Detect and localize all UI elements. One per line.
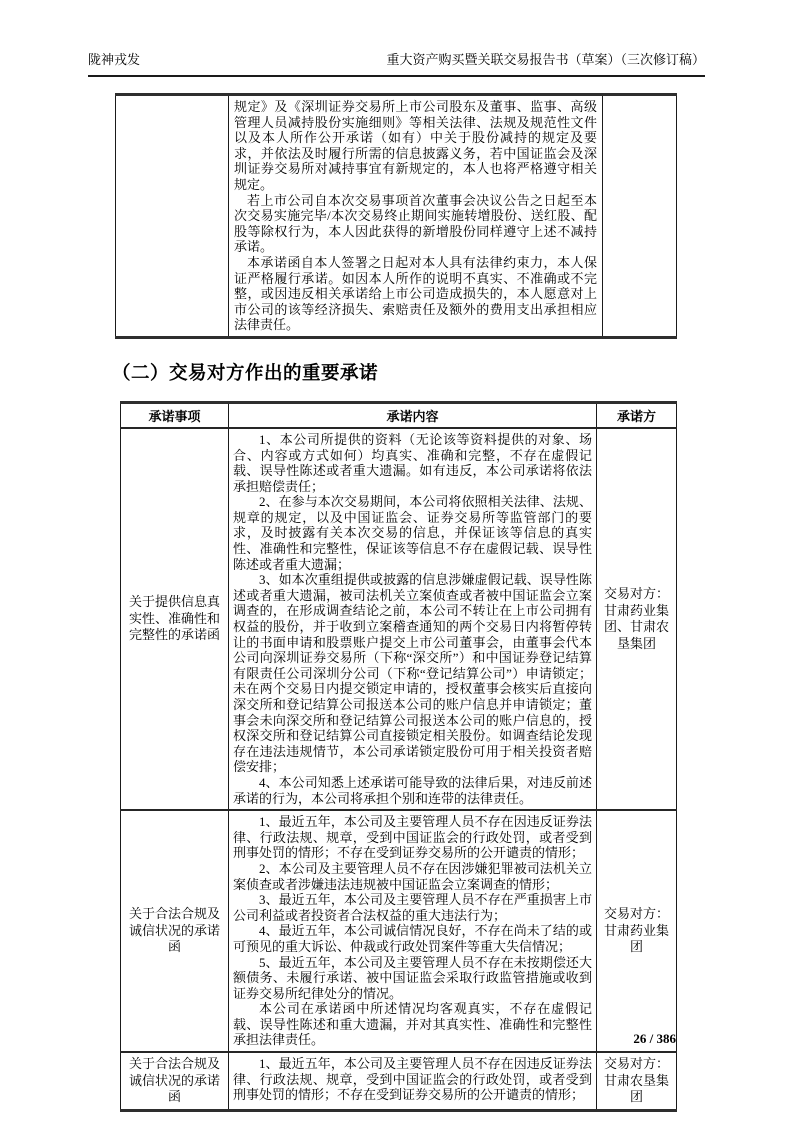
paragraph: 本公司在承诺函中所述情况均客观真实，不存在虚假记载、误导性陈述和重大遗漏，并对其真实性、准确性和完整性承担法律责任。 <box>233 1001 592 1048</box>
paragraph: 2、在参与本次交易期间，本公司将依照相关法律、法规、规章的规定，以及中国证监会、证券交易所等监管部门的要求，及时披露有关本次交易的信息，并保证该等信息的真实性、准确性和完整性，保证该等信息不存在虚假记载、误导性陈述或者重大遗漏； <box>233 494 592 572</box>
continuation-table <box>115 93 677 339</box>
paragraph: 1、本公司所提供的资料（无论该等资料提供的对象、场合、内容或方式如何）均真实、准确和完整，不存在虚假记载、误导性陈述或者重大遗漏。如有违反，本公司承诺将依法承担赔偿责任； <box>233 431 592 494</box>
paragraph: 2、本公司及主要管理人员不存在因涉嫌犯罪被司法机关立案侦查或者涉嫌违法违规被中国证监会立案调查的情形； <box>233 860 592 892</box>
table-row <box>121 1052 677 1110</box>
paragraph: 5、最近五年，本公司及主要管理人员不存在未按期偿还大额债务、未履行承诺、被中国证监会采取行政监管措施或收到证券交易所纪律处分的情况。 <box>233 954 592 1001</box>
commitment-content-cell <box>229 810 597 1052</box>
continuation-party-cell <box>603 95 677 338</box>
continuation-item-cell <box>116 95 229 338</box>
commitment-table <box>120 401 677 1112</box>
commitment-content-cell <box>229 428 597 810</box>
paragraph: 4、本公司知悉上述承诺可能导致的法律后果，对违反前述承诺的行为，本公司将承担个别和连带的法律责任。 <box>233 774 592 806</box>
column-header-party: 承诺方 <box>597 402 677 428</box>
paragraph: 规定》及《深圳证券交易所上市公司股东及董事、监事、高级管理人员减持股份实施细则》等相关法律、法规及规范性文件以及本人所作公开承诺（如有）中关于股份减持的规定及要求，并依法及时履行所需的信息披露义务，若中国证监会及深圳证券交易所对减持事宜有新规定的，本人也将严格遵守相关规定。 <box>234 99 597 192</box>
commitment-party-cell: 交易对方：甘肃药业集团、甘肃农垦集团 <box>597 428 677 810</box>
paragraph: 本承诺函自本人签署之日起对本人具有法律约束力，本人保证严格履行承诺。如因本人所作的说明不真实、不准确或不完整，或因违反相关承诺给上市公司造成损失的，本人愿意对上市公司的该等经济损失、索赔责任及额外的费用支出承担相应法律责任。 <box>234 254 597 333</box>
running-header <box>88 52 705 77</box>
paragraph: 1、最近五年，本公司及主要管理人员不存在因违反证券法律、行政法规、规章，受到中国证监会的行政处罚，或者受到刑事处罚的情形；不存在受到证券交易所的公开谴责的情形； <box>233 814 592 861</box>
table-header-row <box>121 402 677 428</box>
header-report-title: 重大资产购买暨关联交易报告书（草案）（三次修订稿） <box>386 52 705 67</box>
continuation-row <box>116 95 677 338</box>
column-header-content: 承诺内容 <box>229 402 597 428</box>
commitment-content-cell <box>229 1052 597 1110</box>
paragraph: 3、如本次重组提供或披露的信息涉嫌虚假记载、误导性陈述或者重大遗漏，被司法机关立案侦查或者被中国证监会立案调查的，在形成调查结论之前，本公司不转让在上市公司拥有权益的股份，并于收到立案稽查通知的两个交易日内将暂停转让的书面申请和股票账户提交上市公司董事会，由董事会代本公司向深圳证券交易所（下称“深交所”）和中国证券登记结算有限责任公司深圳分公司（下称“登记结算公司”）申请锁定；未在两个交易日内提交锁定申请的，授权董事会核实后直接向深交所和登记结算公司报送本公司的账户信息并申请锁定；董事会未向深交所和登记结算公司报送本公司的账户信息的，授权深交所和登记结算公司直接锁定相关股份。如调查结论发现存在违法违规情节，本公司承诺锁定股份可用于相关投资者赔偿安排； <box>233 572 592 775</box>
commitment-item-cell: 关于合法合规及诚信状况的承诺函 <box>121 810 229 1052</box>
commitment-item-cell: 关于提供信息真实性、准确性和完整性的承诺函 <box>121 428 229 810</box>
continuation-content-cell <box>229 95 603 338</box>
paragraph: 3、最近五年，本公司及主要管理人员不存在严重损害上市公司利益或者投资者合法权益的重大违法行为； <box>233 892 592 923</box>
paragraph: 若上市公司自本次交易事项首次董事会决议公告之日起至本次交易实施完毕/本次交易终止期间实施转增股份、送红股、配股等除权行为，本人因此获得的新增股份同样遵守上述不减持承诺。 <box>234 192 597 255</box>
paragraph: 4、最近五年，本公司诚信情况良好，不存在尚未了结的或可预见的重大诉讼、仲裁或行政处罚案件等重大失信情况； <box>233 923 592 954</box>
header-short-title: 陇神戎发 <box>88 52 141 67</box>
paragraph: 1、最近五年，本公司及主要管理人员不存在因违反证券法律、行政法规、规章，受到中国证监会的行政处罚，或者受到刑事处罚的情形；不存在受到证券交易所的公开谴责的情形； <box>233 1056 592 1103</box>
commitment-party-cell: 交易对方：甘肃农垦集团 <box>597 1052 677 1110</box>
page-number: 26 / 386 <box>633 1031 676 1046</box>
column-header-item: 承诺事项 <box>121 402 229 428</box>
table-row <box>121 810 677 1052</box>
commitment-item-cell: 关于合法合规及诚信状况的承诺函 <box>121 1052 229 1110</box>
table-row <box>121 428 677 810</box>
commitment-party-cell: 交易对方：甘肃药业集团 <box>597 810 677 1052</box>
section-heading: （二）交易对方作出的重要承诺 <box>112 361 379 383</box>
